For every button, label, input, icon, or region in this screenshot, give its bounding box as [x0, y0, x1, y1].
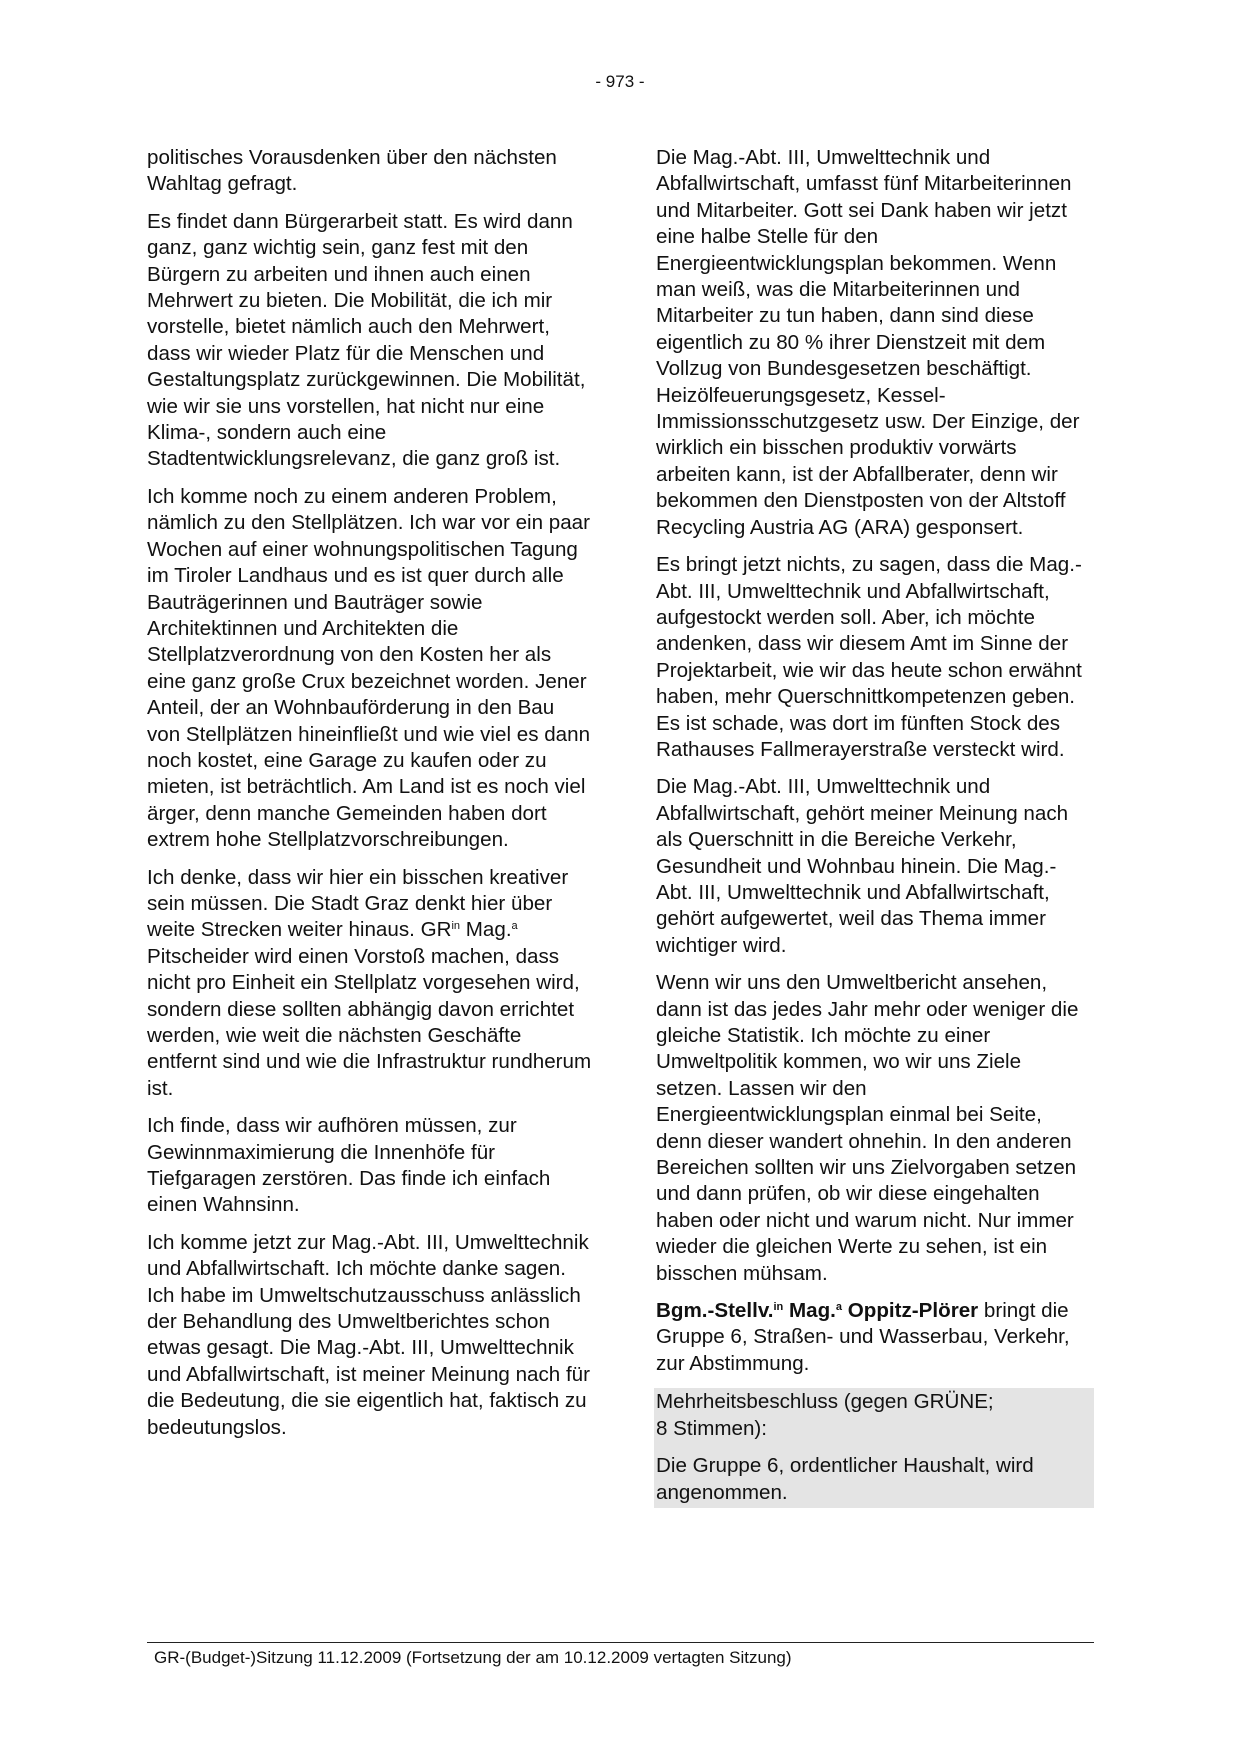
paragraph: Es findet dann Bürgerarbeit statt. Es wird dann ganz, ganz wichtig sein, ganz fest mit den Bürgern zu arbeiten und ihnen auch einen Mehrwert zu bieten. Die Mobilität, die ich mir vorstelle, bietet nämlich auch den Mehrwert, dass wir wieder Platz für die Menschen und Gestaltungsplatz zurückgewinnen. Die Mobilität, wie wir sie uns vorstellen, hat nicht nur eine Klima-, sondern auch eine Stadtentwicklungsrelevanz, die ganz groß ist.: [147, 209, 586, 471]
text-run: Pitscheider wird einen Vorstoß machen, dass nicht pro Einheit ein Stellplatz vorgesehen wird, sondern diese sollten abhängig davon errichtet werden, wie weit die nächsten Geschäfte entfernt sind und wie die Infrastruktur rundherum ist.: [147, 944, 592, 1100]
paragraph: Die Mag.-Abt. III, Umwelttechnik und Abfallwirtschaft, gehört meiner Meinung nach als Querschnitt in die Bereiche Verkehr, Gesundheit und Wohnbau hinein. Die Mag.-Abt. III, Umwelttechnik und Abfallwirtschaft, gehört aufgewertet, weil das Thema immer wichtiger wird.: [656, 775, 1069, 957]
speaker-paragraph: [656, 1298, 1092, 1377]
text-run: Mag.: [460, 918, 512, 942]
text-run: Ich denke, dass wir hier ein bisschen kreativer sein müssen. Die Stadt Graz denkt hier über weite Strecken weiter hinaus. GR: [147, 865, 569, 942]
resolution-result: Die Gruppe 6, ordentlicher Haushalt, wird angenommen.: [656, 1454, 1034, 1504]
paragraph: Es bringt jetzt nichts, zu sagen, dass die Mag.-Abt. III, Umwelttechnik und Abfallwirtschaft, aufgestockt werden soll. Aber, ich möchte andenken, dass wir diesem Amt im Sinne der Projektarbeit, wie wir das heute schon erwähnt haben, mehr Querschnittkompetenzen geben. Es ist schade, was dort im fünften Stock des Rathauses Fallmerayerstraße versteckt wird.: [656, 553, 1082, 761]
resolution-box: [654, 1388, 1094, 1508]
superscript: in: [451, 920, 461, 933]
superscript: a: [511, 920, 518, 933]
paragraph: politisches Vorausdenken über den nächsten Wahltag gefragt.: [147, 146, 557, 196]
speaker-name: Bgm.-Stellv.$^{in}$ Mag.$^a$ Oppitz-Plörer: [656, 1299, 979, 1323]
footer-text: GR-(Budget-)Sitzung 11.12.2009 (Fortsetzung der am 10.12.2009 vertagten Sitzung): [154, 1648, 792, 1667]
footer-divider: [147, 1642, 1094, 1643]
resolution-vote: Mehrheitsbeschluss (gegen GRÜNE; 8 Stimmen):: [656, 1390, 994, 1440]
paragraph: Ich komme noch zu einem anderen Problem, nämlich zu den Stellplätzen. Ich war vor ein paar Wochen auf einer wohnungspolitischen Tagung im Tiroler Landhaus und es ist quer durch alle Bauträgerinnen und Bauträger sowie Architektinnen und Architekten die Stellplatzverordnung von den Kosten her als eine ganz große Crux bezeichnet worden. Jener Anteil, der an Wohnbauförderung in den Bau von Stellplätzen hineinfließt und wie viel es dann noch kostet, eine Garage zu kaufen oder zu mieten, ist beträchtlich. Am Land ist es noch viel ärger, denn manche Gemeinden haben dort extrem hohe Stellplatzvorschreibungen.: [147, 484, 591, 852]
paragraph: Wenn wir uns den Umweltbericht ansehen, dann ist das jedes Jahr mehr oder weniger die gleiche Statistik. Ich möchte zu einer Umweltpolitik kommen, wo wir uns Ziele setzen. Lassen wir den Energieentwicklungsplan einmal bei Seite, denn dieser wandert ohnehin. In den anderen Bereichen sollten wir uns Zielvorgaben setzen und dann prüfen, ob wir diese eingehalten haben oder nicht und warum nicht. Nur immer wieder die gleichen Werte zu sehen, ist ein bisschen mühsam.: [656, 971, 1079, 1285]
left-column: [147, 145, 592, 1452]
speaker-text: bringt die Gruppe 6, Straßen- und Wasserbau, Verkehr, zur Abstimmung.: [656, 1299, 1070, 1375]
page-number: - 973 -: [595, 72, 645, 91]
paragraph: Ich finde, dass wir aufhören müssen, zur Gewinnmaximierung die Innenhöfe für Tiefgaragen zerstören. Das finde ich einfach einen Wahnsinn.: [147, 1114, 551, 1217]
paragraph: Ich komme jetzt zur Mag.-Abt. III, Umwelttechnik und Abfallwirtschaft. Ich möchte danke sagen. Ich habe im Umweltschutzausschuss anlässlich der Behandlung des Umweltberichtes schon etwas gesagt. Die Mag.-Abt. III, Umwelttechnik und Abfallwirtschaft, ist meiner Meinung nach für die Bedeutung, die sie eigentlich hat, faktisch zu bedeutungslos.: [147, 1230, 590, 1439]
paragraph: Die Mag.-Abt. III, Umwelttechnik und Abfallwirtschaft, umfasst fünf Mitarbeiterinnen und Mitarbeiter. Gott sei Dank haben wir jetzt eine halbe Stelle für den Energieentwicklungsplan bekommen. Wenn man weiß, was die Mitarbeiterinnen und Mitarbeiter zu tun haben, dann sind diese eigentlich zu 80 % ihrer Dienstzeit mit dem Vollzug von Bundesgesetzen beschäftigt. Heizölfeuerungsgesetz, Kessel-Immissionsschutzgesetz usw. Der Einzige, der wirklich ein bisschen produktiv vorwärts arbeiten kann, ist der Abfallberater, denn wir bekommen den Dienstposten von der Altstoff Recycling Austria AG (ARA) gesponsert.: [656, 146, 1080, 539]
paragraph: [147, 865, 592, 1103]
right-column: [656, 145, 1092, 1508]
